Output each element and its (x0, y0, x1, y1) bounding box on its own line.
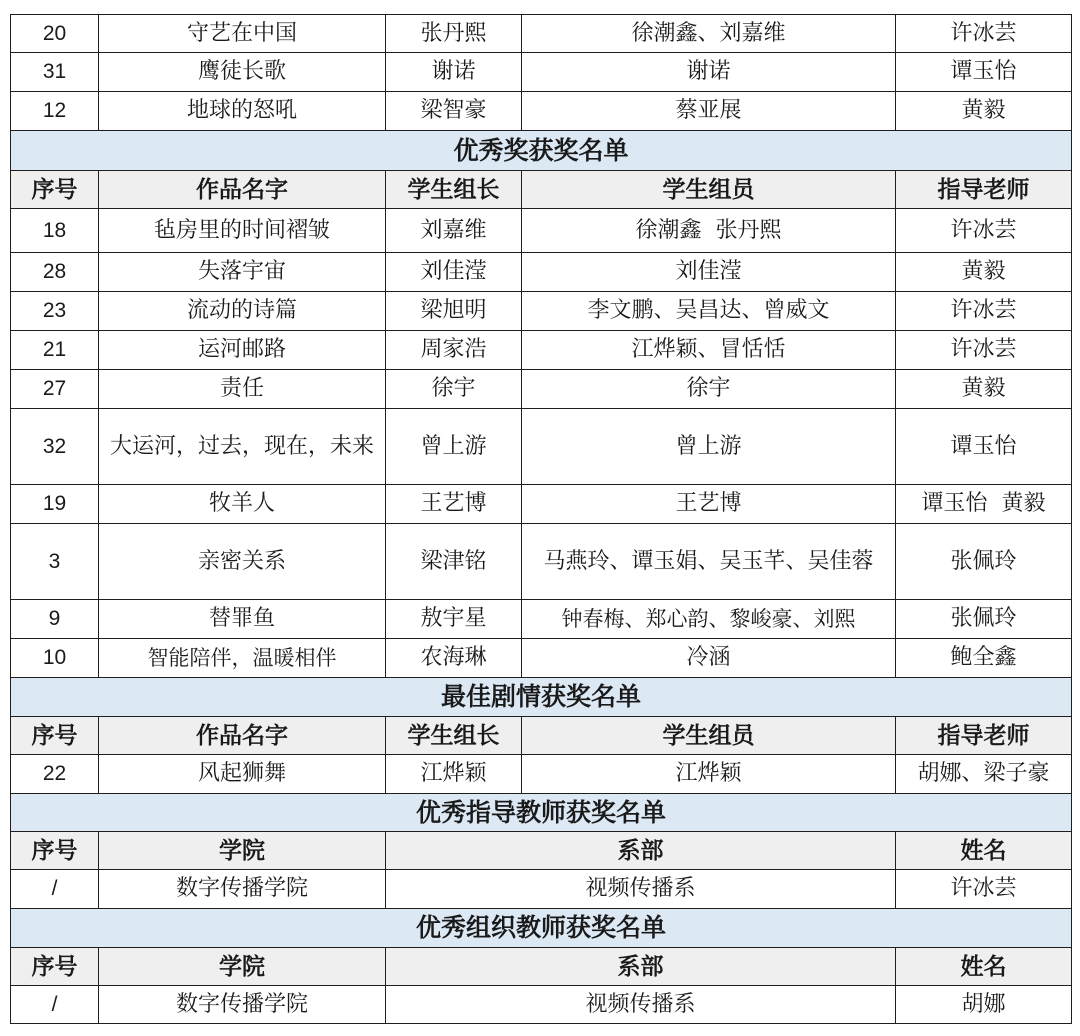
student-leader: 曾上游 (386, 409, 522, 485)
instructor-name: 张佩玲 (896, 600, 1072, 639)
table-row (11, 600, 1072, 639)
college-name: 数字传播学院 (99, 870, 386, 909)
student-members: 冷涵 (522, 639, 896, 678)
header-work: 作品名字 (99, 171, 386, 209)
student-members: 江烨颖、冒恬恬 (522, 331, 896, 370)
work-name: 替罪鱼 (99, 600, 386, 639)
work-name: 牧羊人 (99, 485, 386, 524)
row-number: 10 (11, 639, 99, 678)
work-name: 鹰徒长歌 (99, 53, 386, 92)
table-row (11, 639, 1072, 678)
instructor-name: 谭玉怡 (896, 409, 1072, 485)
award-table (10, 14, 1072, 1024)
header-number: 序号 (11, 717, 99, 755)
instructor-name: 鲍全鑫 (896, 639, 1072, 678)
row-number: / (11, 986, 99, 1024)
table-row (11, 15, 1072, 53)
student-members: 江烨颖 (522, 755, 896, 794)
instructor-name: 许冰芸 (896, 15, 1072, 53)
work-name: 守艺在中国 (99, 15, 386, 53)
work-name: 风起狮舞 (99, 755, 386, 794)
teacher-name: 胡娜 (896, 986, 1072, 1024)
work-name: 失落宇宙 (99, 253, 386, 292)
row-number: 12 (11, 92, 99, 131)
section-title-row (11, 678, 1072, 717)
table-row (11, 253, 1072, 292)
row-number: 28 (11, 253, 99, 292)
header-members: 学生组员 (522, 717, 896, 755)
college-name: 数字传播学院 (99, 986, 386, 1024)
student-leader: 江烨颖 (386, 755, 522, 794)
work-name: 智能陪伴，温暖相伴 (99, 639, 386, 678)
student-members: 王艺博 (522, 485, 896, 524)
student-leader: 梁津铭 (386, 524, 522, 600)
table-row (11, 870, 1072, 909)
header-number: 序号 (11, 171, 99, 209)
table-row (11, 986, 1072, 1024)
instructor-name: 谭玉怡 (896, 53, 1072, 92)
section-title-row (11, 794, 1072, 832)
student-leader: 徐宇 (386, 370, 522, 409)
header-leader: 学生组长 (386, 171, 522, 209)
instructor-name: 许冰芸 (896, 331, 1072, 370)
table-row (11, 485, 1072, 524)
student-leader: 农海琳 (386, 639, 522, 678)
student-members: 李文鹏、吴昌达、曾威文 (522, 292, 896, 331)
work-name: 毡房里的时间褶皱 (99, 209, 386, 253)
header-college: 学院 (99, 948, 386, 986)
student-members: 徐潮鑫 张丹熙 (522, 209, 896, 253)
work-name: 责任 (99, 370, 386, 409)
student-leader: 刘嘉维 (386, 209, 522, 253)
student-members: 徐潮鑫、刘嘉维 (522, 15, 896, 53)
header-row (11, 948, 1072, 986)
header-department: 系部 (386, 832, 896, 870)
row-number: 22 (11, 755, 99, 794)
work-name: 地球的怒吼 (99, 92, 386, 131)
row-number: 18 (11, 209, 99, 253)
student-members: 钟春梅、郑心韵、黎峻豪、刘熙 (522, 600, 896, 639)
section-title-row (11, 131, 1072, 171)
row-number: 19 (11, 485, 99, 524)
department-name: 视频传播系 (386, 870, 896, 909)
instructor-name: 谭玉怡 黄毅 (896, 485, 1072, 524)
work-name: 流动的诗篇 (99, 292, 386, 331)
student-members: 谢诺 (522, 53, 896, 92)
header-row (11, 832, 1072, 870)
table-row (11, 755, 1072, 794)
section-title: 优秀奖获奖名单 (11, 131, 1072, 171)
row-number: 9 (11, 600, 99, 639)
department-name: 视频传播系 (386, 986, 896, 1024)
teacher-name: 许冰芸 (896, 870, 1072, 909)
row-number: 21 (11, 331, 99, 370)
row-number: / (11, 870, 99, 909)
student-leader: 梁旭明 (386, 292, 522, 331)
work-name: 运河邮路 (99, 331, 386, 370)
row-number: 3 (11, 524, 99, 600)
table-row (11, 53, 1072, 92)
header-leader: 学生组长 (386, 717, 522, 755)
header-name: 姓名 (896, 832, 1072, 870)
table-row (11, 524, 1072, 600)
student-members: 蔡亚展 (522, 92, 896, 131)
table-row (11, 370, 1072, 409)
student-leader: 梁智豪 (386, 92, 522, 131)
header-teacher: 指导老师 (896, 171, 1072, 209)
header-number: 序号 (11, 948, 99, 986)
table-row (11, 209, 1072, 253)
header-teacher: 指导老师 (896, 717, 1072, 755)
work-name: 大运河，过去，现在，未来 (99, 409, 386, 485)
top-margin (0, 0, 1080, 14)
table-row (11, 409, 1072, 485)
student-members: 刘佳滢 (522, 253, 896, 292)
header-members: 学生组员 (522, 171, 896, 209)
student-leader: 谢诺 (386, 53, 522, 92)
instructor-name: 黄毅 (896, 370, 1072, 409)
instructor-name: 许冰芸 (896, 209, 1072, 253)
row-number: 23 (11, 292, 99, 331)
work-name: 亲密关系 (99, 524, 386, 600)
section-title: 优秀组织教师获奖名单 (11, 909, 1072, 948)
instructor-name: 许冰芸 (896, 292, 1072, 331)
header-number: 序号 (11, 832, 99, 870)
student-leader: 敖宇星 (386, 600, 522, 639)
row-number: 20 (11, 15, 99, 53)
header-work: 作品名字 (99, 717, 386, 755)
row-number: 32 (11, 409, 99, 485)
table-row (11, 292, 1072, 331)
header-row (11, 717, 1072, 755)
student-leader: 王艺博 (386, 485, 522, 524)
instructor-name: 黄毅 (896, 253, 1072, 292)
row-number: 27 (11, 370, 99, 409)
table-row (11, 92, 1072, 131)
section-title: 优秀指导教师获奖名单 (11, 794, 1072, 832)
instructor-name: 胡娜、梁子豪 (896, 755, 1072, 794)
student-members: 曾上游 (522, 409, 896, 485)
header-department: 系部 (386, 948, 896, 986)
section-title-row (11, 909, 1072, 948)
header-row (11, 171, 1072, 209)
instructor-name: 黄毅 (896, 92, 1072, 131)
student-leader: 周家浩 (386, 331, 522, 370)
student-members: 徐宇 (522, 370, 896, 409)
student-leader: 张丹熙 (386, 15, 522, 53)
section-title: 最佳剧情获奖名单 (11, 678, 1072, 717)
header-college: 学院 (99, 832, 386, 870)
student-members: 马燕玲、谭玉娟、吴玉芊、吴佳蓉 (522, 524, 896, 600)
student-leader: 刘佳滢 (386, 253, 522, 292)
table-row (11, 331, 1072, 370)
instructor-name: 张佩玲 (896, 524, 1072, 600)
row-number: 31 (11, 53, 99, 92)
header-name: 姓名 (896, 948, 1072, 986)
